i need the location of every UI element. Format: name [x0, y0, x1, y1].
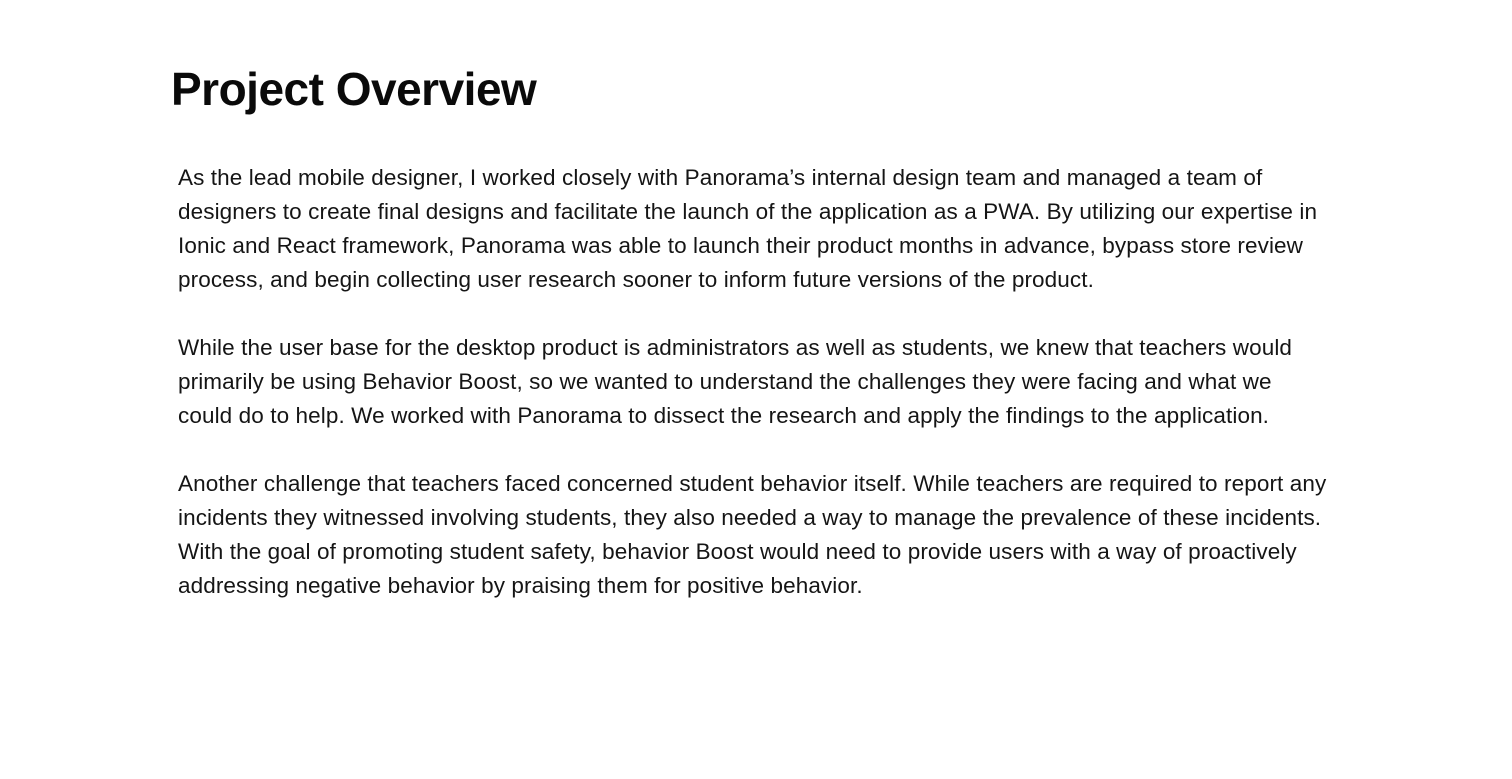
overview-paragraph-users: While the user base for the desktop product is administrators as well as students, we knew that teachers would primarily be using Behavior Boost, so we wanted to understand the challenges they were facing and what we could do to help. We worked with Panorama to dissect the research and apply the findings to the application. [178, 335, 1293, 428]
overview-paragraph-role: As the lead mobile designer, I worked closely with Panorama’s internal design team and managed a team of designers to create final designs and facilitate the launch of the application as a PWA. By utilizing our expertise in Ionic and React framework, Panorama was able to launch their product months in advance, bypass store review process, and begin collecting user research sooner to inform future versions of the product. [178, 165, 1318, 292]
overview-paragraph-challenge: Another challenge that teachers faced concerned student behavior itself. While teachers are required to report any incidents they witnessed involving students, they also needed a way to manage the prevalence of these incidents. With the goal of promoting student safety, behavior Boost would need to provide users with a way of proactively addressing negative behavior by praising them for positive behavior. [178, 471, 1327, 598]
page-title: Project Overview [171, 63, 537, 115]
overview-content [178, 161, 1328, 603]
